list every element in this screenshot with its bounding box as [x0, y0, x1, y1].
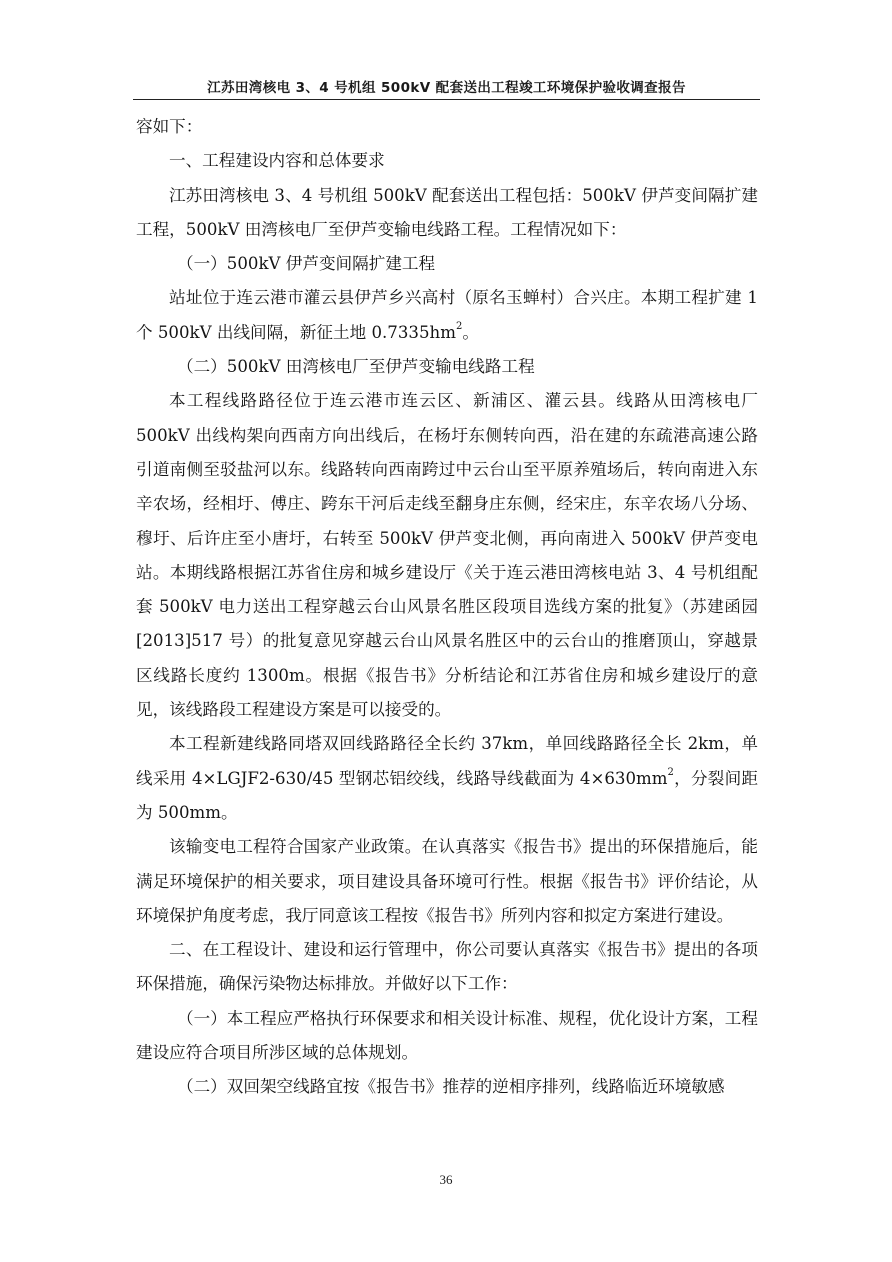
- paragraph-project-scope: 江苏田湾核电 3、4 号机组 500kV 配套送出工程包括：500kV 伊芦变间隔扩建工程，500kV 田湾核电厂至伊芦变输电线路工程。工程情况如下：: [136, 185, 758, 239]
- paragraph-line-length: 本工程新建线路同塔双回线路路径全长约 37km，单回线路路径全长 2km，单线采用 4×LGJF2-630/45 型钢芯铝绞线，线路导线截面为 $4\times 630mm^2$，分裂间距为 500mm。: [136, 734, 758, 822]
- paragraph-requirement-1: （一）本工程应严格执行环保要求和相关设计标准、规程，优化设计方案，工程建设应符合项目所涉区域的总体规划。: [136, 1008, 758, 1063]
- section-heading-2: 二、在工程设计、建设和运行管理中，你公司要认真落实《报告书》提出的各项环保措施，确保污染物达标排放。并做好以下工作：: [136, 940, 758, 994]
- section-heading-1: 一、工程建设内容和总体要求: [169, 151, 385, 171]
- paragraph-continuation: 容如下：: [136, 117, 203, 136]
- report-header-title: 江苏田湾核电 3、4 号机组 500kV 配套送出工程竣工环境保护验收调查报告: [207, 80, 686, 96]
- header-rule: [133, 99, 760, 100]
- subsection-heading-substation: （一）500kV 伊芦变间隔扩建工程: [177, 254, 436, 274]
- paragraph-line-route: 本工程线路路径位于连云港市连云区、新浦区、灌云县。线路从田湾核电厂 500kV 出线构架向西南方向出线后，在杨圩东侧转向西，沿在建的东疏港高速公路引道南侧至驳盐河以东。线路转向西南跨过中云台山至平原养殖场后，转向南进入东辛农场，经相圩、傅庄、跨东干河后走线至翻身庄东侧，经宋庄，东辛农场八分场、穆圩、后许庄至小唐圩，右转至 500kV 伊芦变北侧，再向南进入 500kV 伊芦变电站。本期线路根据江苏省住房和城乡建设厅《关于连云港田湾核电站 3、4 号机组配套 500kV 电力送出工程穿越云台山风景名胜区段项目选线方案的批复》（苏建函园[2013]517 号）的批复意见穿越云台山风景名胜区中的云台山的推磨顶山，穿越景区线路长度约 1300m。根据《报告书》分析结论和江苏省住房和城乡建设厅的意见，该线路段工程建设方案是可以接受的。: [136, 391, 758, 720]
- subsection-heading-line: （二）500kV 田湾核电厂至伊芦变输电线路工程: [177, 357, 535, 377]
- paragraph-requirement-2: （二）双回架空线路宜按《报告书》推荐的逆相序排列，线路临近环境敏感: [177, 1077, 725, 1097]
- paragraph-substation-site: 站址位于连云港市灌云县伊芦乡兴高村（原名玉蝉村）合兴庄。本期工程扩建 1 个 500kV 出线间隔，新征土地 $0.7335hm^2$。: [136, 288, 758, 342]
- page-number: 36: [439, 1172, 453, 1187]
- paragraph-policy-compliance: 该输变电工程符合国家产业政策。在认真落实《报告书》提出的环保措施后，能满足环境保护的相关要求，项目建设具备环境可行性。根据《报告书》评价结论，从环境保护角度考虑，我厅同意该工程按《报告书》所列内容和拟定方案进行建设。: [136, 837, 758, 925]
- document-body: [136, 110, 758, 1105]
